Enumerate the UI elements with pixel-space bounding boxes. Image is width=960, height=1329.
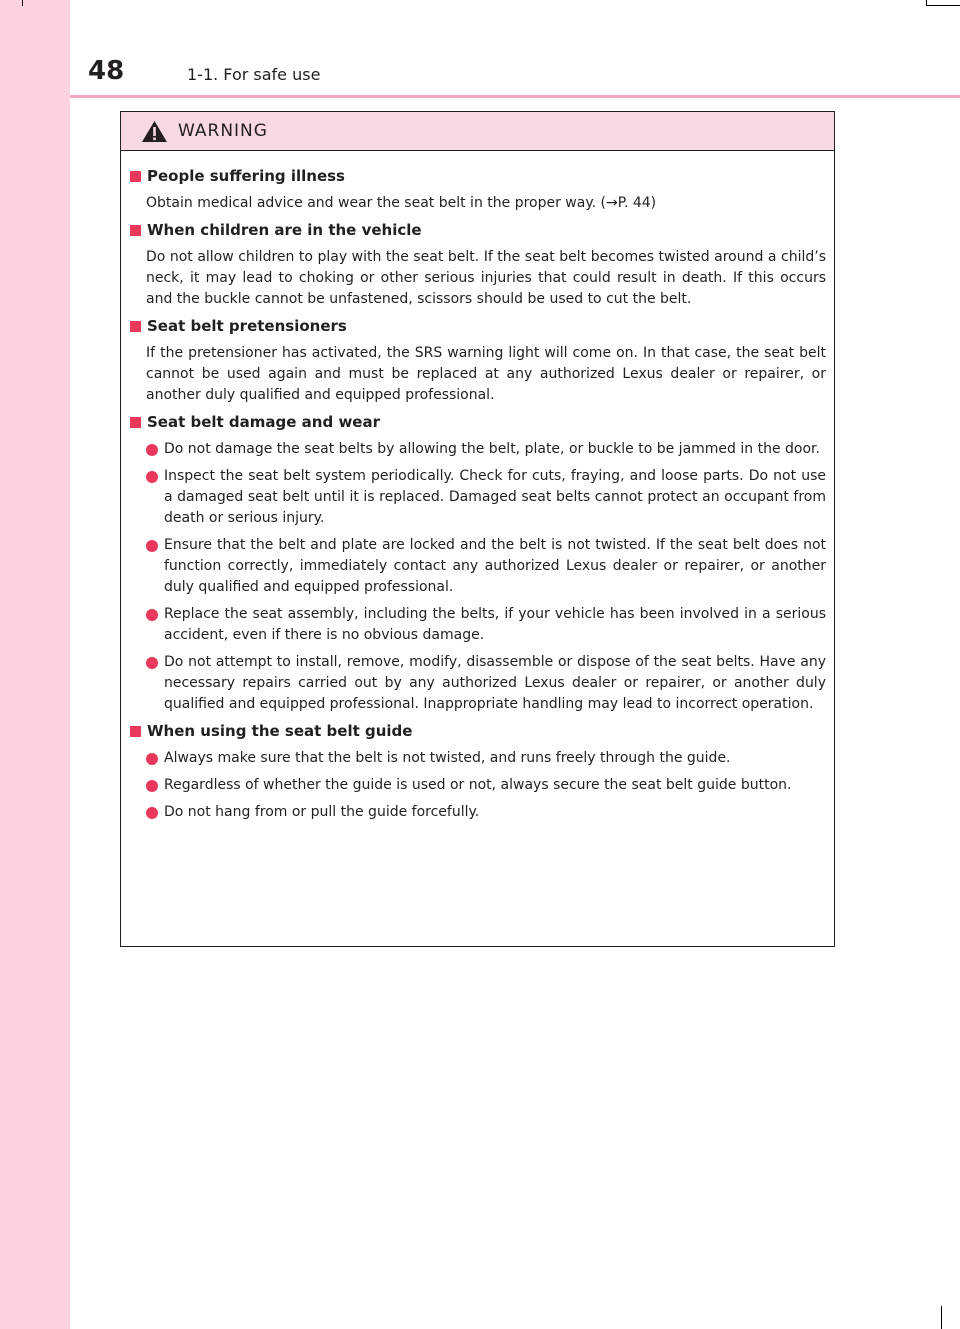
bullet-item — [146, 604, 826, 646]
round-bullet-icon — [146, 657, 158, 669]
round-bullet-icon — [146, 444, 158, 456]
warning-section — [128, 316, 826, 406]
section-heading-text: Seat belt damage and wear — [147, 413, 380, 431]
bullet-item — [146, 535, 826, 598]
bullet-text: Do not damage the seat belts by allowing the belt, plate, or buckle to be jammed in the door. — [164, 441, 820, 457]
square-bullet-icon — [130, 321, 141, 332]
section-heading — [128, 316, 826, 337]
section-heading — [128, 166, 826, 187]
bullet-item — [146, 439, 826, 460]
bullet-item — [146, 748, 826, 769]
section-paragraph: If the pretensioner has activated, the SRS warning light will come on. In that case, the seat belt cannot be used again and must be replaced at any authorized Lexus dealer or repairer, or another duly qualified and equipped professional. — [146, 345, 826, 403]
round-bullet-icon — [146, 540, 158, 552]
section-heading — [128, 412, 826, 433]
square-bullet-icon — [130, 726, 141, 737]
round-bullet-icon — [146, 753, 158, 765]
bullet-text: Do not hang from or pull the guide forcefully. — [164, 804, 480, 820]
bullet-text: Do not attempt to install, remove, modify, disassemble or dispose of the seat belts. Have any necessary repairs carried out by any authorized Lexus dealer or repairer, or another duly qualified and equipped professional. Inappropriate handling may lead to incorrect operation. — [164, 654, 826, 712]
section-heading-text: When using the seat belt guide — [147, 722, 413, 740]
section-heading-text: When children are in the vehicle — [147, 221, 422, 239]
square-bullet-icon — [130, 171, 141, 182]
warning-title: WARNING — [178, 121, 268, 141]
bullet-text: Replace the seat assembly, including the belts, if your vehicle has been involved in a serious accident, even if there is no obvious damage. — [164, 606, 826, 643]
warning-section — [128, 721, 826, 823]
bullet-text: Always make sure that the belt is not twisted, and runs freely through the guide. — [164, 750, 731, 766]
page-side-band — [0, 0, 70, 1329]
square-bullet-icon — [130, 225, 141, 236]
section-heading-text: People suffering illness — [147, 167, 345, 185]
crop-mark — [941, 1306, 942, 1329]
bullet-text: Regardless of whether the guide is used or not, always secure the seat belt guide button. — [164, 777, 792, 793]
round-bullet-icon — [146, 609, 158, 621]
page-number: 48 — [88, 56, 125, 86]
square-bullet-icon — [130, 417, 141, 428]
crop-mark — [22, 0, 23, 6]
bullet-item — [146, 652, 826, 715]
warning-section — [128, 412, 826, 715]
bullet-item — [146, 802, 826, 823]
section-paragraph: Do not allow children to play with the seat belt. If the seat belt becomes twisted around a child’s neck, it may lead to choking or other serious injuries that could result in death. If this occurs and the buckle cannot be unfastened, scissors should be used to cut the belt. — [146, 249, 826, 307]
warning-section — [128, 166, 826, 214]
warning-section — [128, 220, 826, 310]
warning-body — [121, 151, 834, 823]
warning-header — [121, 112, 834, 151]
bullet-text: Inspect the seat belt system periodically. Check for cuts, fraying, and loose parts. Do not use a damaged seat belt until it is replaced. Damaged seat belts cannot protect an occupant from death or serious injury. — [164, 468, 826, 526]
round-bullet-icon — [146, 780, 158, 792]
section-title: 1-1. For safe use — [187, 65, 321, 84]
section-paragraph: Obtain medical advice and wear the seat belt in the proper way. (→P. 44) — [146, 195, 657, 211]
round-bullet-icon — [146, 471, 158, 483]
bullet-text: Ensure that the belt and plate are locked and the belt is not twisted. If the seat belt does not function correctly, immediately contact any authorized Lexus dealer or repairer, or another duly qualified and equipped professional. — [164, 537, 826, 595]
header-rule — [70, 95, 960, 98]
warning-box — [120, 111, 835, 947]
bullet-item — [146, 466, 826, 529]
warning-triangle-icon — [141, 120, 168, 143]
bullet-item — [146, 775, 826, 796]
section-heading-text: Seat belt pretensioners — [147, 317, 347, 335]
round-bullet-icon — [146, 807, 158, 819]
crop-mark — [926, 5, 960, 6]
section-heading — [128, 220, 826, 241]
section-heading — [128, 721, 826, 742]
